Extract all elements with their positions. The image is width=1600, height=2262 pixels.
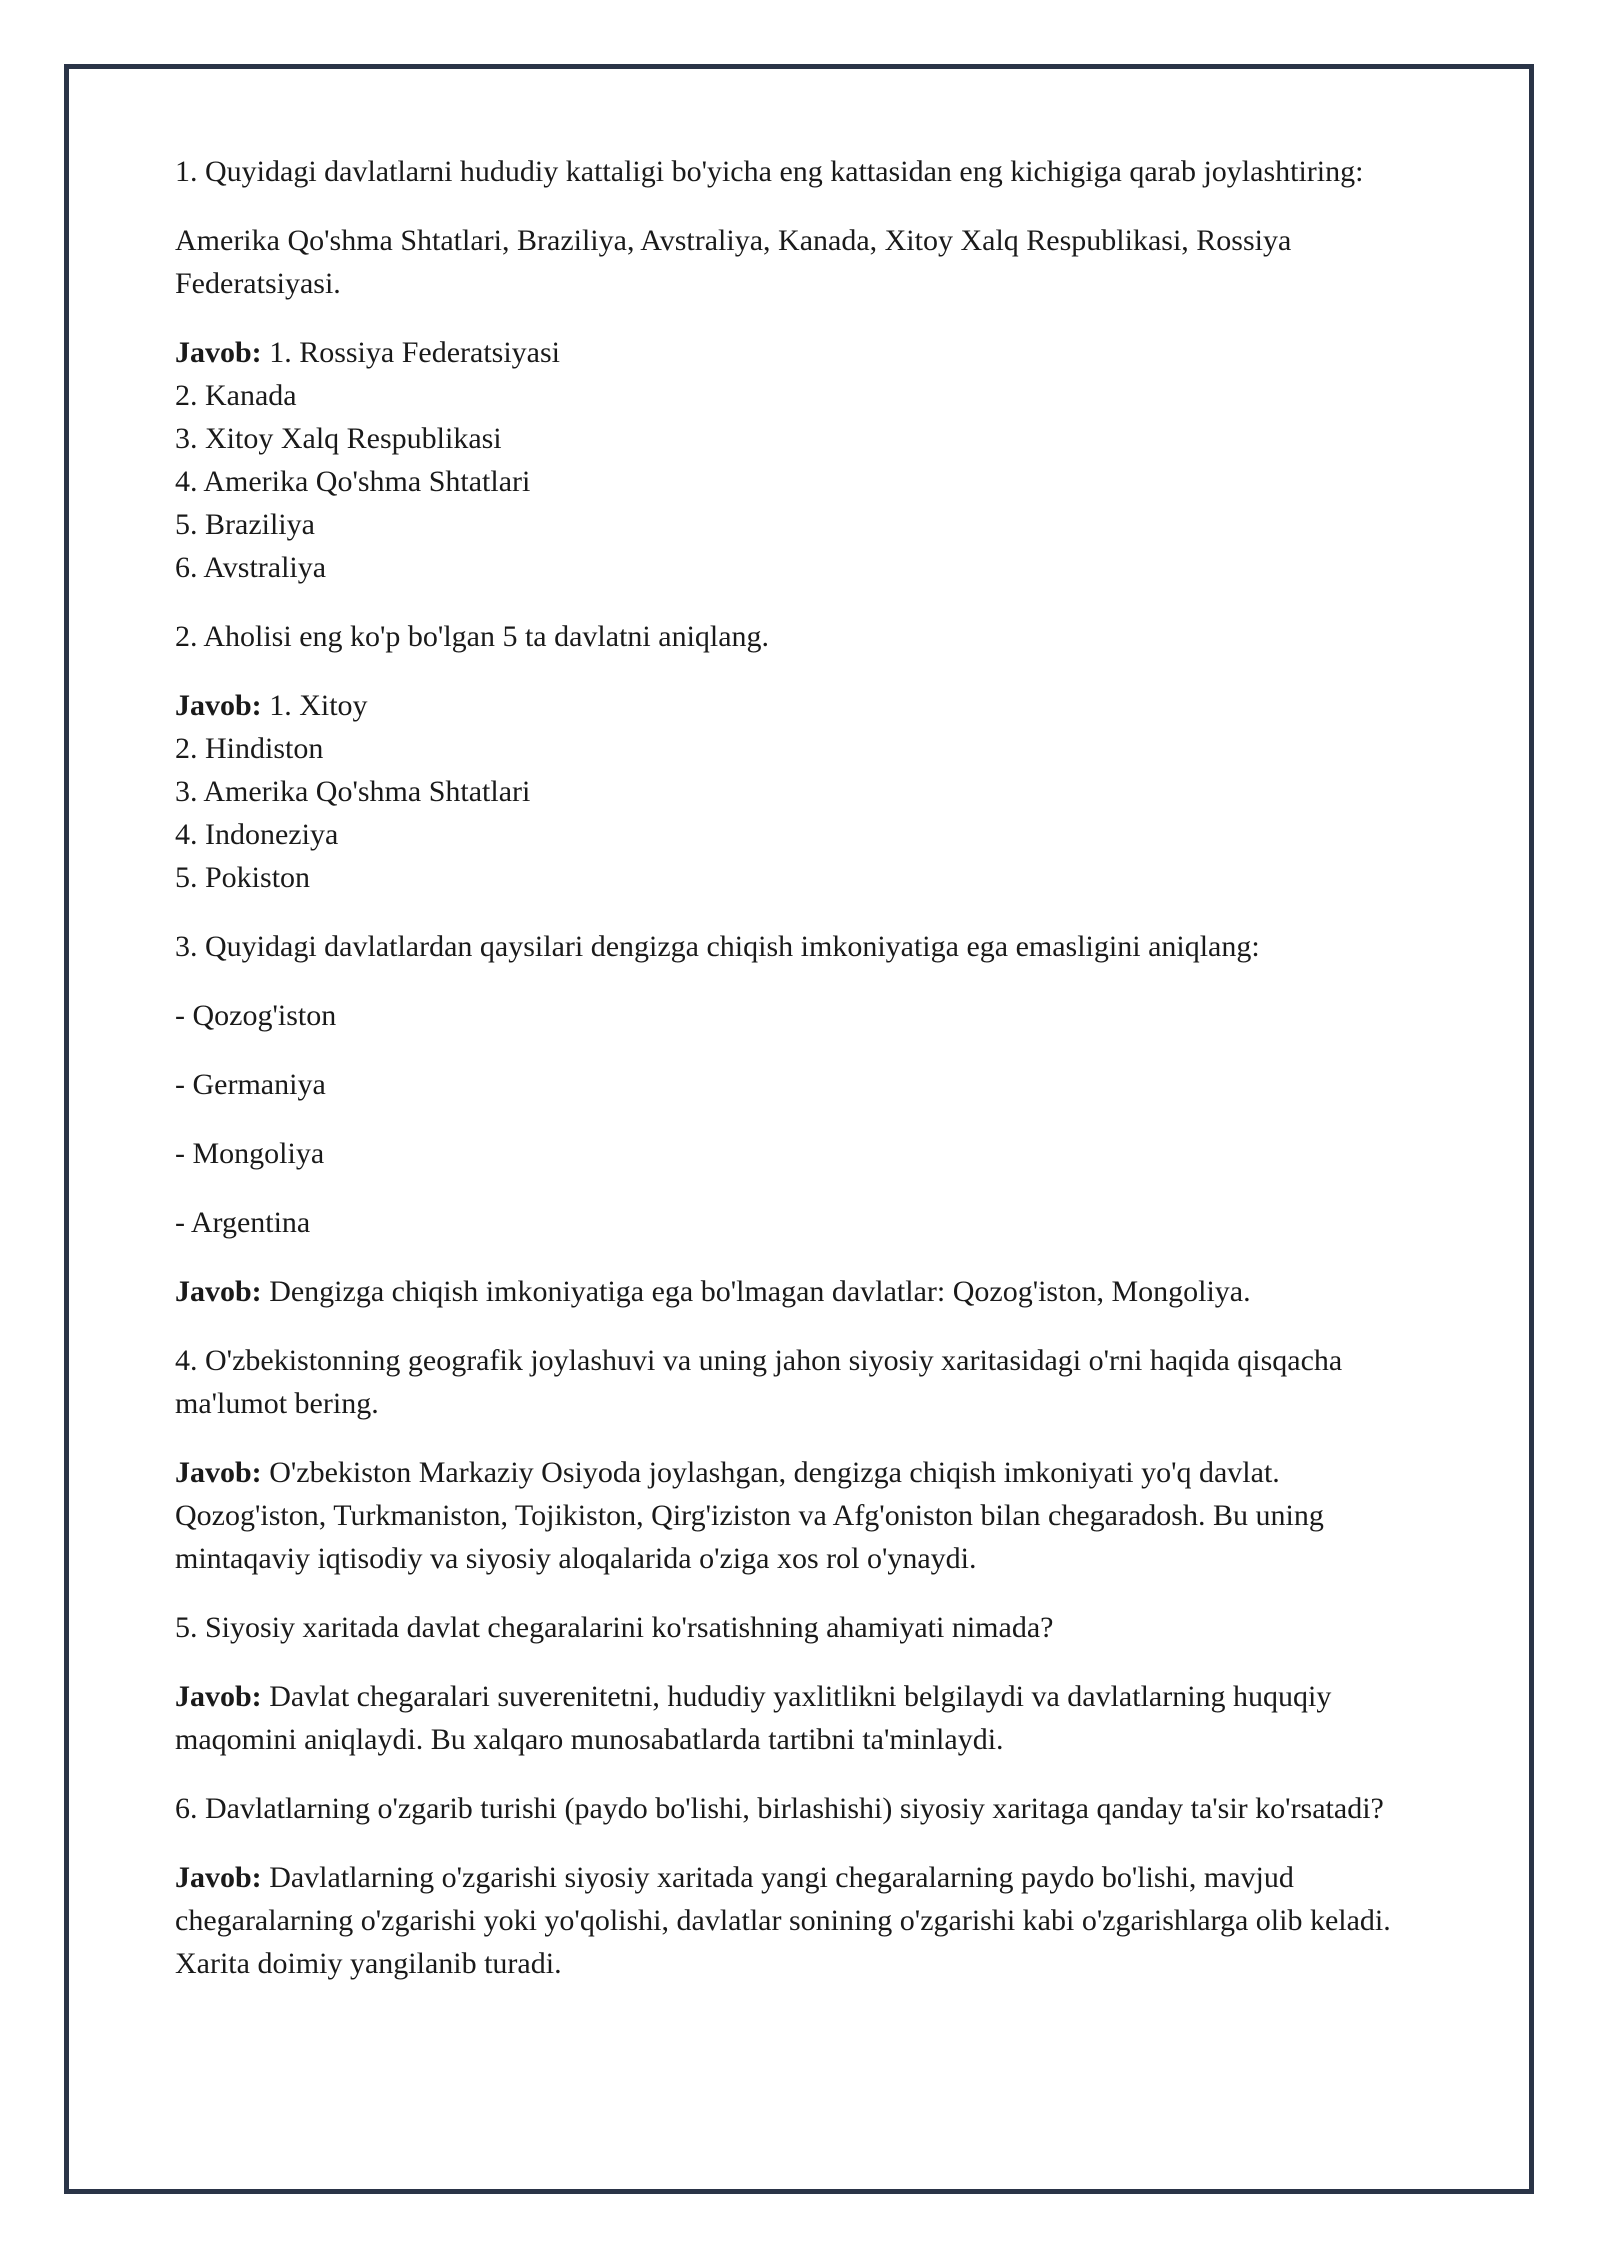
- question-3: 3. Quyidagi davlatlardan qaysilari dengizga chiqish imkoniyatiga ega emasligini aniqlang:: [175, 930, 1260, 963]
- answer-1-item: 4. Amerika Qo'shma Shtatlari: [175, 465, 531, 498]
- question-4: 4. O'zbekistonning geografik joylashuvi va uning jahon siyosiy xaritasidagi o'rni haqida qisqacha ma'lumot bering.: [175, 1344, 1343, 1420]
- answer-3: [175, 1270, 1435, 1313]
- question-3-option: - Germaniya: [175, 1068, 326, 1101]
- question-3-option: - Mongoliya: [175, 1137, 325, 1170]
- question-6: 6. Davlatlarning o'zgarib turishi (paydo bo'lishi, birlashishi) siyosiy xaritaga qanday ta'sir ko'rsatadi?: [175, 1792, 1384, 1825]
- document-body: [175, 150, 1435, 2011]
- answer-label: Javob:: [175, 1680, 262, 1713]
- answer-label: Javob:: [175, 1456, 262, 1489]
- question-1-list: Amerika Qo'shma Shtatlari, Braziliya, Avstraliya, Kanada, Xitoy Xalq Respublikasi, Rossiya Federatsiyasi.: [175, 224, 1292, 300]
- answer-1-item: 2. Kanada: [175, 379, 297, 412]
- answer-label: Javob:: [175, 1861, 262, 1894]
- answer-1-item: 5. Braziliya: [175, 508, 315, 541]
- question-2: 2. Aholisi eng ko'p bo'lgan 5 ta davlatni aniqlang.: [175, 620, 770, 653]
- answer-4-text: O'zbekiston Markaziy Osiyoda joylashgan, dengizga chiqish imkoniyati yo'q davlat. Qozog'iston, Turkmaniston, Tojikiston, Qirg'iziston va Afg'oniston bilan chegaradosh. Bu uning mintaqaviy iqtisodiy va siyosiy aloqalarida o'ziga xos rol o'ynaydi.: [175, 1456, 1324, 1575]
- answer-1-item: 6. Avstraliya: [175, 551, 327, 584]
- answer-1-item: 3. Xitoy Xalq Respublikasi: [175, 422, 502, 455]
- answer-4: [175, 1451, 1435, 1580]
- answer-6-text: Davlatlarning o'zgarishi siyosiy xaritada yangi chegaralarning paydo bo'lishi, mavjud chegaralarning o'zgarishi yoki yo'qolishi, davlatlar sonining o'zgarishi kabi o'zgarishlarga olib keladi. Xarita doimiy yangilanib turadi.: [175, 1861, 1391, 1980]
- answer-2-item: 2. Hindiston: [175, 732, 324, 765]
- answer-2-item: 3. Amerika Qo'shma Shtatlari: [175, 775, 531, 808]
- answer-5: [175, 1675, 1435, 1761]
- answer-2-item: 5. Pokiston: [175, 861, 311, 894]
- answer-label: Javob:: [175, 336, 262, 369]
- answer-2: [175, 684, 1435, 899]
- answer-2-item: 4. Indoneziya: [175, 818, 339, 851]
- question-3-option: - Qozog'iston: [175, 999, 337, 1032]
- answer-label: Javob:: [175, 1275, 262, 1308]
- answer-label: Javob:: [175, 689, 262, 722]
- answer-2-line-1: [175, 684, 1435, 727]
- answer-6: [175, 1856, 1435, 1985]
- question-1: 1. Quyidagi davlatlarni hududiy kattaligi bo'yicha eng kattasidan eng kichigiga qarab joylashtiring:: [175, 155, 1364, 188]
- answer-1-item: 1. Rossiya Federatsiyasi: [269, 336, 560, 369]
- answer-1-line-1: [175, 331, 1435, 374]
- answer-1: [175, 331, 1435, 589]
- answer-3-text: Dengizga chiqish imkoniyatiga ega bo'lmagan davlatlar: Qozog'iston, Mongoliya.: [269, 1275, 1251, 1308]
- answer-5-text: Davlat chegaralari suverenitetni, hududiy yaxlitlikni belgilaydi va davlatlarning huquqiy maqomini aniqlaydi. Bu xalqaro munosabatlarda tartibni ta'minlaydi.: [175, 1680, 1332, 1756]
- question-5: 5. Siyosiy xaritada davlat chegaralarini ko'rsatishning ahamiyati nimada?: [175, 1611, 1054, 1644]
- answer-2-item: 1. Xitoy: [269, 689, 368, 722]
- question-3-option: - Argentina: [175, 1206, 311, 1239]
